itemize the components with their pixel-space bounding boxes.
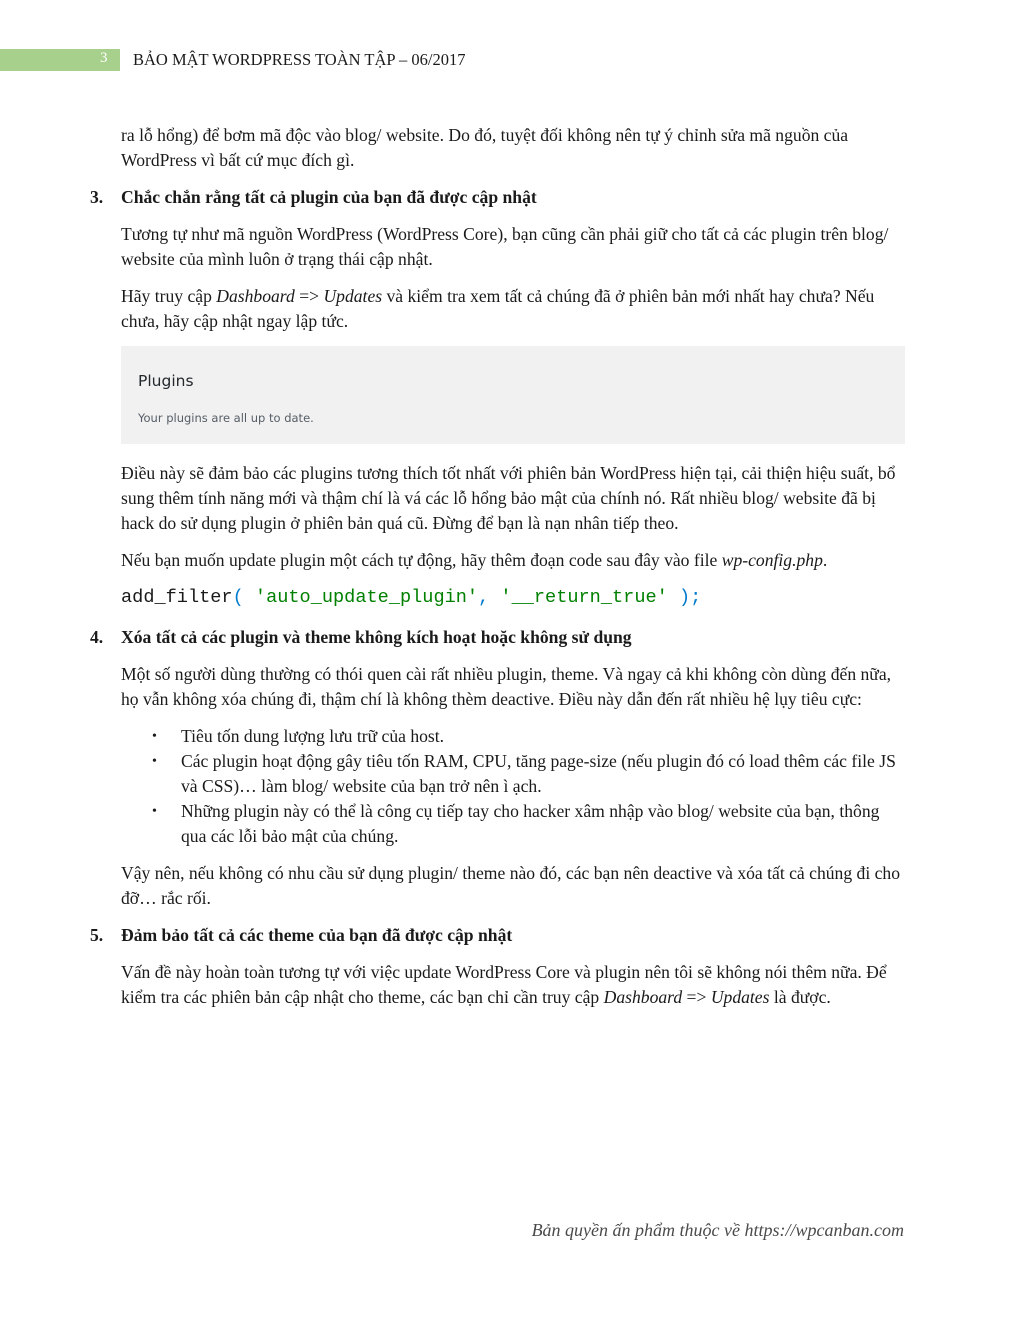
section-3-paragraph-2 — [121, 284, 905, 334]
text-run: Vấn đề này hoàn toàn tương tự với việc update WordPress Core và plugin nên tôi sẽ không nói thêm nữa. Để kiểm tra các phiên bản cập nhật cho theme, các bạn chỉ cần truy cập — [121, 962, 887, 1007]
section-5-paragraph-1 — [121, 960, 905, 1010]
section-4-number: 4. — [90, 627, 104, 647]
bullet-icon: • — [152, 729, 157, 744]
section-3-paragraph-3: Điều này sẽ đảm bảo các plugins tương thích tốt nhất với phiên bản WordPress hiện tại, cải thiện hiệu suất, bổ sung thêm tính năng mới và thậm chí là vá các lỗ hổng bảo mật của chính nó. Rất nhiều blog/ website đã bị hack do sử dụng plugin ở phiên bản quá cũ. Đừng để bạn là nạn nhân tiếp theo. — [121, 463, 896, 533]
section-4-paragraph-2: Vậy nên, nếu không có nhu cầu sử dụng plugin/ theme nào đó, các bạn nên deactive và xóa tất cả chúng đi cho đỡ… rắc rối. — [121, 863, 901, 908]
text-run: và kiểm tra xem tất cả chúng đã ở phiên bản mới nhất hay chưa? Nếu chưa, hãy cập nhật ngay lập tức. — [121, 286, 875, 331]
section-3-paragraph-4 — [121, 548, 905, 573]
plugins-screenshot — [121, 346, 905, 444]
code-arg-2: '__return_true' — [500, 587, 668, 608]
section-3-number: 3. — [90, 187, 104, 207]
updates-term: Updates — [323, 286, 383, 306]
text-run: . — [822, 550, 828, 570]
section-3-heading — [90, 185, 905, 210]
dashboard-term: Dashboard — [603, 987, 683, 1007]
page-header — [0, 49, 1024, 71]
code-comma: , — [478, 587, 501, 608]
document-body — [90, 123, 905, 1022]
bullet-icon: • — [152, 754, 157, 769]
list-item — [152, 724, 905, 749]
list-item-text: Các plugin hoạt động gây tiêu tốn RAM, CPU, tăng page-size (nếu plugin đó có load thêm các file JS và CSS)… làm blog/ website của bạn trở nên ì ạch. — [181, 751, 896, 796]
section-5-heading — [90, 923, 905, 948]
text-run: Hãy truy cập — [121, 286, 217, 306]
section-3-paragraph-1: Tương tự như mã nguồn WordPress (WordPress Core), bạn cũng cần phải giữ cho tất cả các plugin trên blog/ website của mình luôn ở trạng thái cập nhật. — [121, 224, 889, 269]
code-open-paren: ( — [232, 587, 255, 608]
code-close: ); — [667, 587, 702, 608]
page-number: 3 — [100, 50, 108, 66]
arrow-text: => — [294, 286, 324, 306]
page-number-bar — [0, 49, 120, 71]
list-item — [152, 799, 905, 849]
bullet-list — [121, 724, 905, 849]
section-3-title: Chắc chắn rằng tất cả plugin của bạn đã được cập nhật — [121, 187, 537, 207]
section-4-title: Xóa tất cả các plugin và theme không kích hoạt hoặc không sử dụng — [121, 627, 632, 647]
text-run: là được. — [769, 987, 831, 1007]
dashboard-term: Dashboard — [216, 286, 295, 306]
bullet-icon: • — [152, 804, 157, 819]
code-function: add_filter — [121, 587, 233, 608]
header-title: BẢO MẬT WORDPRESS TOÀN TẬP – 06/2017 — [133, 50, 466, 69]
section-4-paragraph-1: Một số người dùng thường có thói quen cài rất nhiều plugin, theme. Và ngay cả khi không còn dùng đến nữa, họ vẫn không xóa chúng đi, thậm chí là không thèm deactive. Điều này dẫn đến rất nhiều hệ lụy tiêu cực: — [121, 664, 892, 709]
section-5-number: 5. — [90, 925, 104, 945]
section-4-heading — [90, 625, 905, 650]
code-snippet — [121, 585, 905, 611]
copyright-footer: Bản quyền ấn phẩm thuộc về https://wpcanban.com — [531, 1220, 904, 1240]
intro-paragraph: ra lỗ hổng) để bơm mã độc vào blog/ website. Do đó, tuyệt đối không nên tự ý chỉnh sửa mã nguồn của WordPress vì bất cứ mục đích gì. — [121, 125, 849, 170]
filename-term: wp-config.php — [721, 550, 823, 570]
list-item-text: Tiêu tốn dung lượng lưu trữ của host. — [181, 726, 445, 746]
arrow-text: => — [682, 987, 711, 1007]
list-item-text: Những plugin này có thể là công cụ tiếp tay cho hacker xâm nhập vào blog/ website của bạn, thông qua các lỗi bảo mật của chúng. — [181, 801, 880, 846]
screenshot-subtitle: Your plugins are all up to date. — [138, 411, 314, 425]
list-item — [152, 749, 905, 799]
code-arg-1: 'auto_update_plugin' — [254, 587, 479, 608]
updates-term: Updates — [710, 987, 770, 1007]
section-5-title: Đảm bảo tất cả các theme của bạn đã được cập nhật — [121, 925, 513, 945]
text-run: Nếu bạn muốn update plugin một cách tự động, hãy thêm đoạn code sau đây vào file — [121, 550, 722, 570]
screenshot-title: Plugins — [138, 372, 194, 390]
